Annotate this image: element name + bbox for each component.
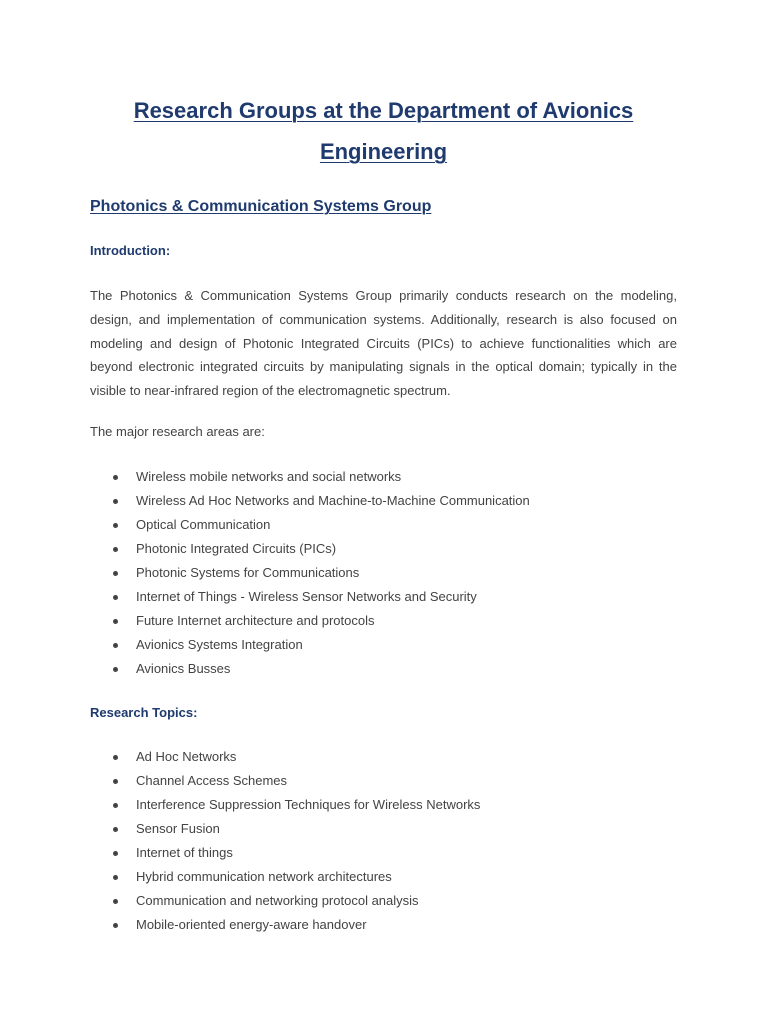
research-area-item: Avionics Systems Integration [90,633,677,657]
group-heading: Photonics & Communication Systems Group [90,198,432,215]
document-title [90,90,677,172]
document-title-line-1: Research Groups at the Department of Avionics [133,98,634,123]
research-areas-lead: The major research areas are: [90,423,265,439]
document-page [90,0,677,937]
research-topic-item: Interference Suppression Techniques for Wireless Networks [90,793,677,817]
research-area-item: Future Internet architecture and protocols [90,609,677,633]
research-area-item: Photonic Systems for Communications [90,561,677,585]
research-area-item: Internet of Things - Wireless Sensor Networks and Security [90,585,677,609]
research-topic-item: Sensor Fusion [90,817,677,841]
research-area-item: Wireless Ad Hoc Networks and Machine-to-Machine Communication [90,489,677,513]
research-topic-item: Internet of things [90,841,677,865]
research-area-item: Wireless mobile networks and social networks [90,465,677,489]
research-topic-item: Communication and networking protocol analysis [90,889,677,913]
document-title-line-2: Engineering [319,139,448,164]
research-topic-item: Ad Hoc Networks [90,745,677,769]
research-topics-list [90,745,677,937]
introduction-paragraph: The Photonics & Communication Systems Group primarily conducts research on the modeling, design, and implementation of communication systems. Additionally, research is also focused on modeling and design of Photonic Integrated Circuits (PICs) to achieve functionalities which are beyond electronic integrated circuits by manipulating signals in the optical domain; typically in the visible to near-infrared region of the electromagnetic spectrum. [90,288,677,399]
research-area-item: Photonic Integrated Circuits (PICs) [90,537,677,561]
research-topics-label: Research Topics: [90,704,198,720]
research-topic-item: Hybrid communication network architectures [90,865,677,889]
research-topic-item: Channel Access Schemes [90,769,677,793]
research-areas-list [90,465,677,681]
research-topic-item: Mobile-oriented energy-aware handover [90,913,677,937]
research-area-item: Avionics Busses [90,657,677,681]
introduction-label: Introduction: [90,243,171,258]
research-area-item: Optical Communication [90,513,677,537]
